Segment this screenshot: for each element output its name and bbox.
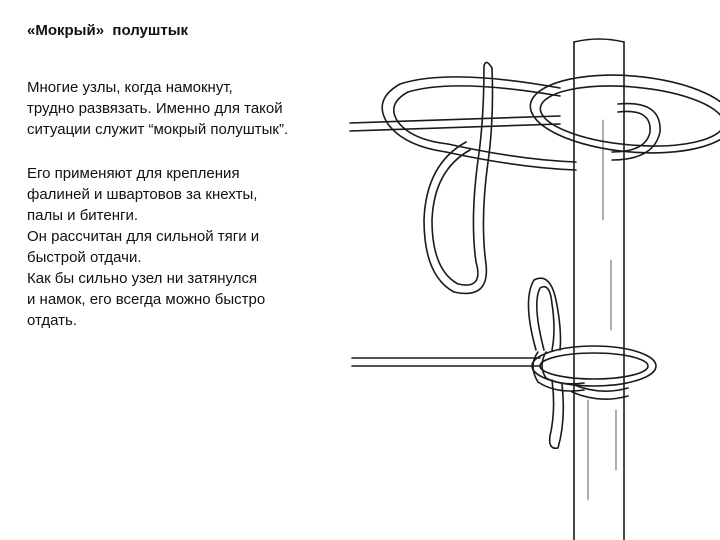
intro-paragraph xyxy=(27,77,357,140)
text-line: и намок, его всегда можно быстро xyxy=(27,291,266,308)
usage-paragraph xyxy=(27,163,357,331)
text-line: ситуации служит “мокрый полуштык”. xyxy=(27,121,289,138)
page-title: «Мокрый» полуштык xyxy=(27,22,189,39)
text-line: Многие узлы, когда намокнут, xyxy=(27,79,233,96)
text-line: Он рассчитан для сильной тяги и xyxy=(27,228,260,245)
text-line: быстрой отдачи. xyxy=(27,249,142,266)
text-line: Его применяют для крепления xyxy=(27,165,240,182)
post xyxy=(574,39,624,540)
wet-half-hitch-knot-icon xyxy=(340,30,720,540)
text-line: трудно развязать. Именно для такой xyxy=(27,100,283,117)
upper-knot xyxy=(350,62,720,293)
lower-knot xyxy=(352,278,656,448)
text-line: палы и битенги. xyxy=(27,207,139,224)
text-line: отдать. xyxy=(27,312,78,329)
text-line: фалиней и швартовов за кнехты, xyxy=(27,186,258,203)
text-line: Как бы сильно узел ни затянулся xyxy=(27,270,258,287)
